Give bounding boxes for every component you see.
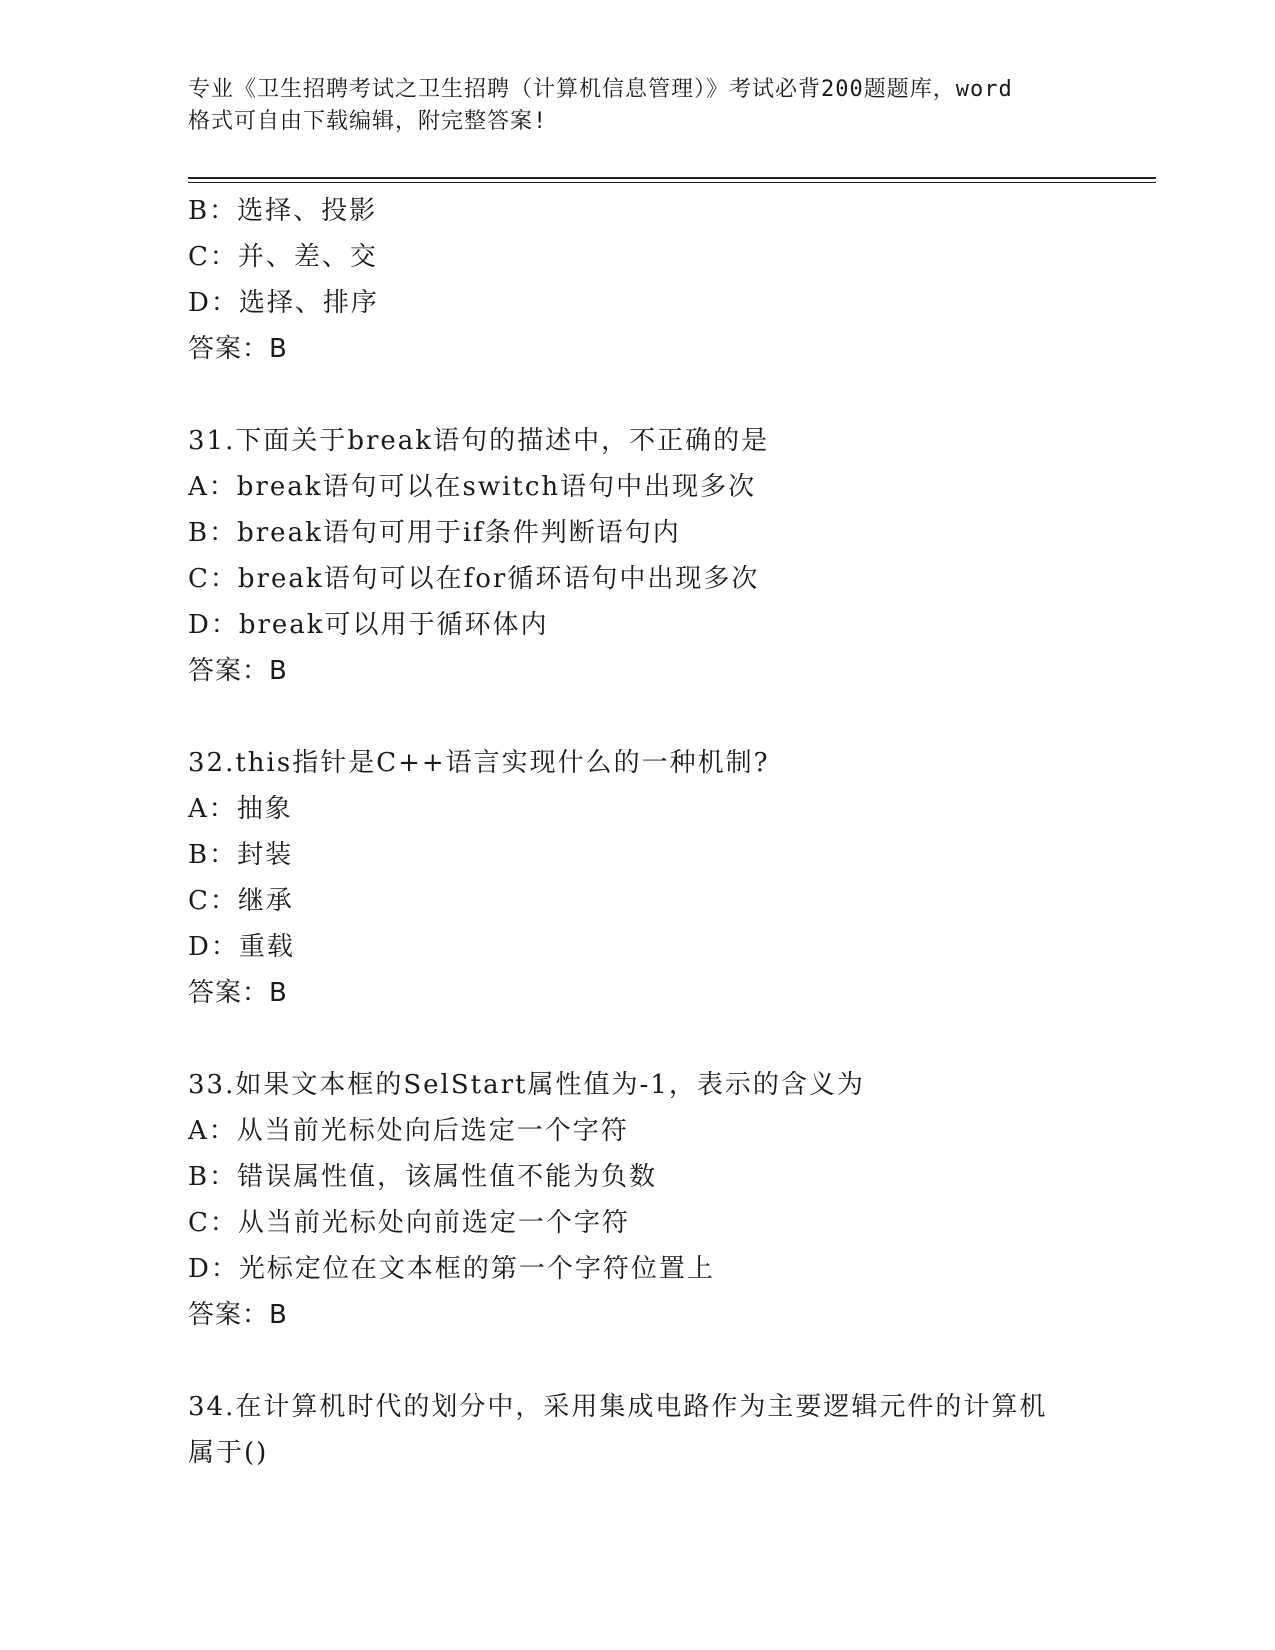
- option-b: B：错误属性值，该属性值不能为负数: [188, 1162, 658, 1192]
- option-d: D：重载: [188, 932, 295, 962]
- question-stem-line-2: 属于(): [188, 1438, 269, 1468]
- option-a: A：从当前光标处向后选定一个字符: [188, 1116, 629, 1146]
- spacer: [188, 694, 1156, 740]
- option-a: A：break语句可以在switch语句中出现多次: [188, 472, 757, 502]
- question-stem: 33.如果文本框的SelStart属性值为-1，表示的含义为: [188, 1070, 865, 1100]
- header-divider-thin: [188, 182, 1156, 183]
- answer-text: 答案：B: [188, 978, 288, 1008]
- question-block-33: [188, 1062, 1156, 1338]
- question-block-32: [188, 740, 1156, 1016]
- answer-text: 答案：B: [188, 1300, 288, 1330]
- option-d: D：选择、排序: [188, 288, 379, 318]
- option-b: B：封装: [188, 840, 294, 870]
- header-line-2: 格式可自由下载编辑，附完整答案!: [188, 109, 548, 134]
- question-stem-line-1: 34.在计算机时代的划分中，采用集成电路作为主要逻辑元件的计算机: [188, 1392, 1048, 1422]
- header-line-1: 专业《卫生招聘考试之卫生招聘（计算机信息管理）》考试必背200题题库，word: [188, 77, 1013, 102]
- spacer: [188, 1016, 1156, 1062]
- question-block-30: [188, 188, 1156, 372]
- option-c: C：继承: [188, 886, 294, 916]
- question-stem: 32.this指针是C++语言实现什么的一种机制?: [188, 748, 770, 778]
- option-c: C：从当前光标处向前选定一个字符: [188, 1208, 630, 1238]
- option-c: C：break语句可以在for循环语句中出现多次: [188, 564, 760, 594]
- option-d: D：光标定位在文本框的第一个字符位置上: [188, 1254, 715, 1284]
- option-b: B：break语句可用于if条件判断语句内: [188, 518, 681, 548]
- option-c: C：并、差、交: [188, 242, 378, 272]
- spacer: [188, 372, 1156, 418]
- question-block-34: [188, 1384, 1156, 1476]
- option-a: A：抽象: [188, 794, 293, 824]
- option-b: B：选择、投影: [188, 196, 378, 226]
- option-d: D：break可以用于循环体内: [188, 610, 549, 640]
- answer-text: 答案：B: [188, 334, 288, 364]
- document-body: [188, 188, 1156, 1476]
- header-divider-thick: [188, 177, 1156, 179]
- question-block-31: [188, 418, 1156, 694]
- spacer: [188, 1338, 1156, 1384]
- document-header: [188, 74, 1088, 138]
- answer-text: 答案：B: [188, 656, 288, 686]
- question-stem: 31.下面关于break语句的描述中，不正确的是: [188, 426, 770, 456]
